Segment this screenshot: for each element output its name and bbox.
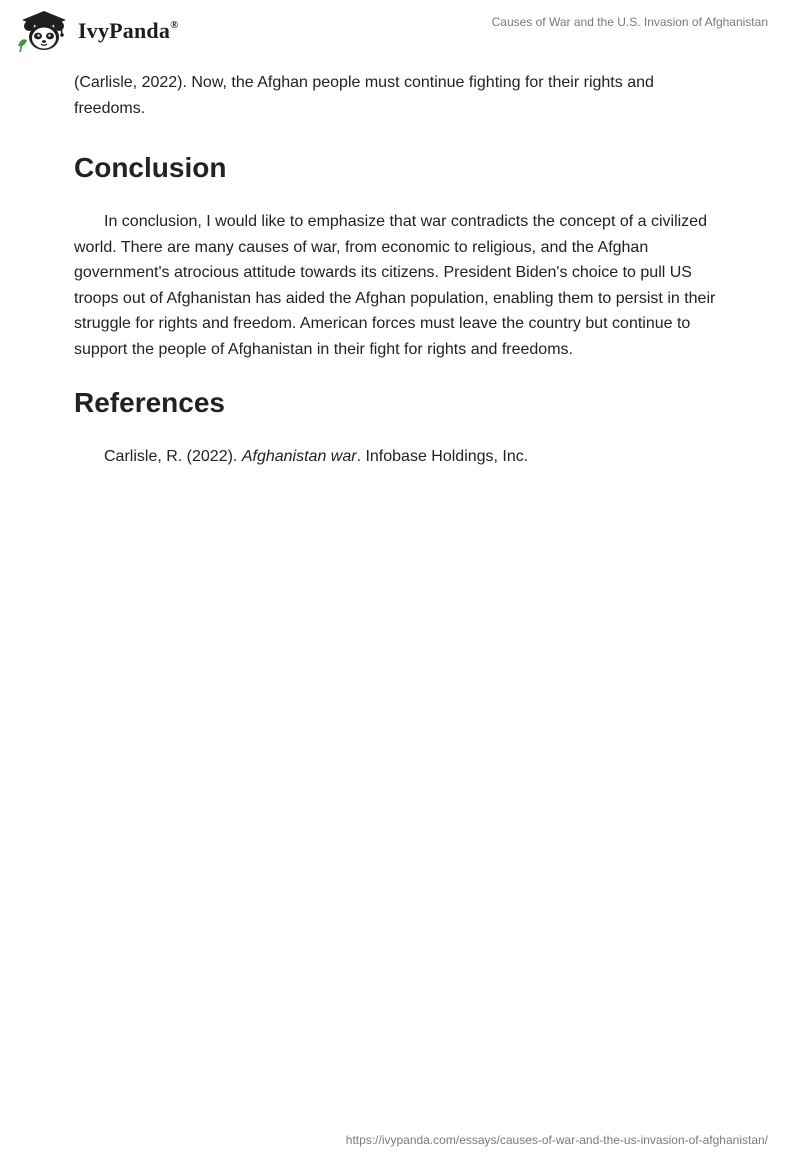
reference-publisher: . Infobase Holdings, Inc. xyxy=(356,448,529,465)
reference-entry xyxy=(74,444,724,470)
source-url[interactable]: https://ivypanda.com/essays/causes-of-war-and-the-us-invasion-of-afghanistan/ xyxy=(345,1133,768,1147)
document-title: Causes of War and the U.S. Invasion of Afghanistan xyxy=(491,15,768,29)
logo-wordmark: IvyPanda® xyxy=(78,18,179,43)
panda-graduation-cap-icon xyxy=(14,8,76,54)
conclusion-paragraph: In conclusion, I would like to emphasize that war contradicts the concept of a civilized world. There are many causes of war, from economic to religious, and the Afghan government's atrocious attitude towards its citizens. President Biden's choice to pull US troops out of Afghanistan has aided the Afghan population, enabling them to persist in their struggle for rights and freedom. American forces must leave the country but continue to support the people of Afghanistan in their fight for rights and freedoms. xyxy=(74,213,716,358)
references-heading: References xyxy=(74,387,225,418)
conclusion-heading: Conclusion xyxy=(74,152,227,183)
page-header xyxy=(0,0,800,60)
continued-paragraph: (Carlisle, 2022). Now, the Afghan people must continue fighting for their rights and freedoms. xyxy=(74,74,654,117)
ivypanda-logo[interactable] xyxy=(14,8,214,54)
essay-content xyxy=(74,70,724,470)
reference-title: Afghanistan war xyxy=(241,448,357,465)
reference-list xyxy=(74,444,724,470)
reference-authors-year: Carlisle, R. (2022). xyxy=(104,448,242,465)
